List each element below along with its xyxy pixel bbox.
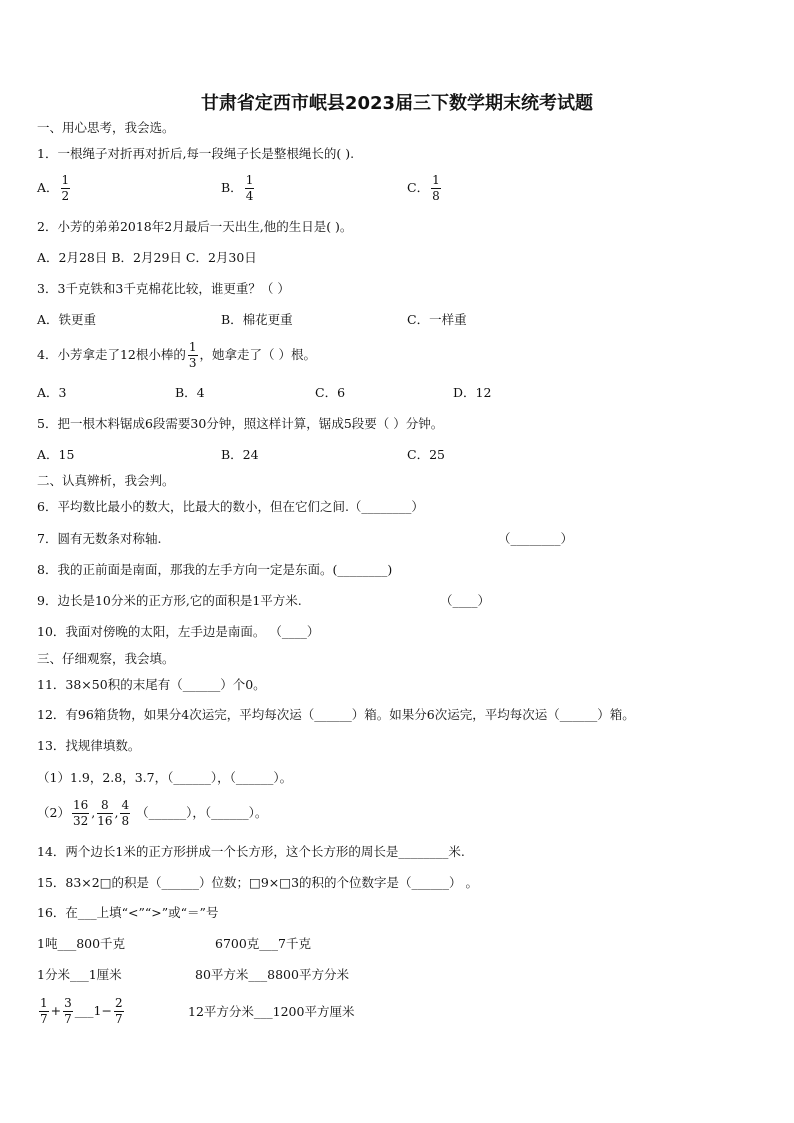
q13-part-1: （1）1.9，2.8，3.7，（______），（______）。	[37, 770, 293, 785]
option-label: A．	[37, 180, 59, 195]
question-11: 11．38×50积的末尾有（______）个0。	[37, 677, 266, 692]
q9-answer-blank: （____）	[440, 593, 491, 608]
q16-item-2b: 80平方米___8800平方分米	[195, 967, 349, 982]
section-2-heading: 二、认真辨析，我会判。	[37, 473, 175, 488]
fraction: $\frac{1}{7}$	[40, 996, 48, 1026]
option-label: C．	[407, 180, 430, 195]
q3-option-c: C．一样重	[407, 312, 467, 327]
question-13: 13．找规律填数。	[37, 738, 141, 753]
q3-option-b: B．棉花更重	[221, 312, 293, 327]
q4-option-a: A．3	[37, 385, 67, 400]
q16-item-2a: 1分米___1厘米	[37, 967, 122, 982]
q3-option-a: A．铁更重	[37, 312, 97, 327]
q16-item-1a: 1吨___800千克	[37, 936, 126, 951]
q4-option-d: D．12	[453, 385, 492, 400]
q5-option-b: B．24	[221, 447, 259, 462]
fraction: $\frac{1}{2}$	[61, 173, 70, 203]
q16-item-1b: 6700克___7千克	[215, 936, 312, 951]
question-2: 2．小芳的弟弟2018年2月最后一天出生,他的生日是( )。	[37, 219, 353, 234]
fraction: $\frac{3}{7}$	[64, 996, 72, 1026]
fraction: $\frac{8}{16}$	[97, 798, 113, 828]
question-3: 3．3千克铁和3千克棉花比较，谁更重？（ ）	[37, 281, 290, 296]
q5-option-a: A．15	[37, 447, 75, 462]
q4-option-b: B．4	[175, 385, 205, 400]
q1-option-b	[221, 173, 256, 204]
question-14: 14．两个边长1米的正方形拼成一个长方形，这个长方形的周长是________米.	[37, 844, 465, 859]
q1-option-a	[37, 173, 72, 204]
question-9: 9．边长是10分米的正方形,它的面积是1平方米.	[37, 593, 302, 608]
q2-options: A．2月28日 B．2月29日 C．2月30日	[37, 250, 257, 265]
q1-option-c	[407, 173, 443, 204]
question-4: 4．小芳拿走了12根小棒的 $\frac{1}{3}$ ，她拿走了（ ）根。	[37, 340, 316, 370]
q5-option-c: C．25	[407, 447, 445, 462]
q4-option-c: C．6	[315, 385, 346, 400]
fraction: $\frac{1}{3}$	[188, 340, 197, 370]
question-5: 5．把一根木料锯成6段需要30分钟，照这样计算，锯成5段要（ ）分钟。	[37, 416, 444, 431]
q16-item-3a: $\frac{1}{7}$ + $\frac{3}{7}$ ___1− $\frac{2}{7}$	[40, 996, 123, 1026]
fraction: $\frac{16}{32}$	[72, 798, 89, 828]
option-label: B．	[221, 180, 243, 195]
fraction: $\frac{1}{8}$	[432, 173, 440, 203]
question-10: 10．我面对傍晚的太阳，左手边是南面。 （____）	[37, 624, 320, 639]
question-7: 7．圆有无数条对称轴.	[37, 531, 162, 546]
question-15: 15．83×2□的积是（______）位数；□9×□3的积的个位数字是（______） 。	[37, 875, 479, 890]
fraction: $\frac{1}{4}$	[245, 173, 254, 203]
q16-item-3b: 12平方分米___1200平方厘米	[188, 1004, 355, 1019]
question-6: 6．平均数比最小的数大，比最大的数小，但在它们之间.（________）	[37, 499, 424, 514]
section-3-heading: 三、仔细观察，我会填。	[37, 651, 175, 666]
fraction: $\frac{2}{7}$	[114, 996, 123, 1026]
question-1: 1．一根绳子对折再对折后,每一段绳子长是整根绳长的( ).	[37, 146, 355, 161]
section-1-heading: 一、用心思考，我会选。	[37, 120, 175, 135]
question-16: 16．在___上填“<”“>”或“＝”号	[37, 905, 219, 920]
question-12: 12．有96箱货物，如果分4次运完，平均每次运（______）箱。如果分6次运完，平均每次运（______）箱。	[37, 707, 635, 722]
q13-part-2: （2） $\frac{16}{32}$ , $\frac{8}{16}$ , $\frac{4}{8}$ （______），（______）。	[37, 798, 268, 828]
page-title: 甘肃省定西市岷县2023届三下数学期末统考试题	[200, 93, 594, 114]
fraction: $\frac{4}{8}$	[121, 798, 130, 828]
question-8: 8．我的正前面是南面，那我的左手方向一定是东面。(________)	[37, 562, 393, 577]
q7-answer-blank: （________）	[498, 531, 574, 546]
